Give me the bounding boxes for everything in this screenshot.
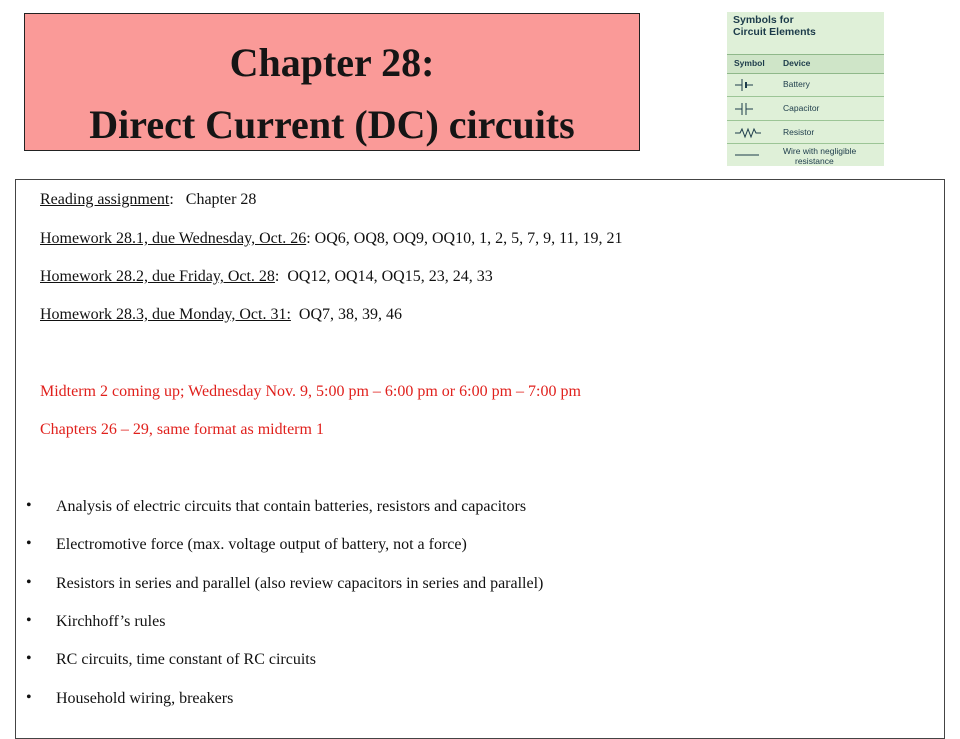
circuit-symbols-table xyxy=(727,12,884,166)
capacitor-symbol-icon xyxy=(735,102,755,116)
symbol-row-battery xyxy=(727,74,884,96)
topic-item: Household wiring, breakers xyxy=(56,690,234,707)
homework-28-3-label: Homework 28.3, due Monday, Oct. 31: xyxy=(40,306,291,323)
symbol-row-wire xyxy=(727,144,884,168)
bullet-icon: • xyxy=(26,612,32,629)
reading-assignment-line: Reading assignment: Chapter 28 xyxy=(40,191,257,208)
bullet-icon: • xyxy=(26,574,32,591)
homework-28-1-label: Homework 28.1, due Wednesday, Oct. 26 xyxy=(40,230,307,247)
title-line-1: Chapter 28: xyxy=(229,40,435,85)
title-line-2: Direct Current (DC) circuits xyxy=(89,102,575,147)
topic-item: Kirchhoff’s rules xyxy=(56,613,166,630)
resistor-symbol-icon xyxy=(735,126,761,140)
topic-item: Electromotive force (max. voltage output of battery, not a force) xyxy=(56,536,467,553)
title-box xyxy=(24,13,640,151)
device-label: Battery xyxy=(783,79,810,89)
homework-28-3-line: Homework 28.3, due Monday, Oct. 31: OQ7, 38, 39, 46 xyxy=(40,306,403,323)
midterm-chapters: Chapters 26 – 29, same format as midterm 1 xyxy=(40,421,324,438)
content-box xyxy=(15,179,945,739)
symbol-row-resistor xyxy=(727,122,884,144)
battery-symbol-icon xyxy=(735,78,755,92)
device-label: Capacitor xyxy=(783,103,820,113)
device-column-header: Device xyxy=(783,58,811,68)
row-divider xyxy=(727,96,884,97)
topic-item: Resistors in series and parallel (also review capacitors in series and parallel) xyxy=(56,575,544,592)
bullet-icon: • xyxy=(26,689,32,706)
reading-assignment-label: Reading assignment xyxy=(40,191,170,208)
bullet-icon: • xyxy=(26,650,32,667)
symbol-row-capacitor xyxy=(727,98,884,120)
homework-28-2-label: Homework 28.2, due Friday, Oct. 28 xyxy=(40,268,275,285)
homework-28-1-line: Homework 28.1, due Wednesday, Oct. 26: OQ6, OQ8, OQ9, OQ10, 1, 2, 5, 7, 9, 11, 19, 21 xyxy=(40,230,623,247)
device-label: Resistor xyxy=(783,127,815,137)
bullet-icon: • xyxy=(26,535,32,552)
wire-symbol-icon xyxy=(735,148,761,162)
bullet-icon: • xyxy=(26,497,32,514)
topic-item: RC circuits, time constant of RC circuits xyxy=(56,651,316,668)
device-label: Wire with negligible resistance xyxy=(783,146,857,166)
symbols-table-title: Symbols for Circuit Elements xyxy=(733,14,816,38)
homework-28-2-line: Homework 28.2, due Friday, Oct. 28: OQ12, OQ14, OQ15, 23, 24, 33 xyxy=(40,268,493,285)
row-divider xyxy=(727,120,884,121)
symbols-table-header xyxy=(727,54,884,74)
symbol-column-header: Symbol xyxy=(734,58,765,68)
midterm-announcement: Midterm 2 coming up; Wednesday Nov. 9, 5:00 pm – 6:00 pm or 6:00 pm – 7:00 pm xyxy=(40,383,581,400)
topic-item: Analysis of electric circuits that contain batteries, resistors and capacitors xyxy=(56,498,527,515)
